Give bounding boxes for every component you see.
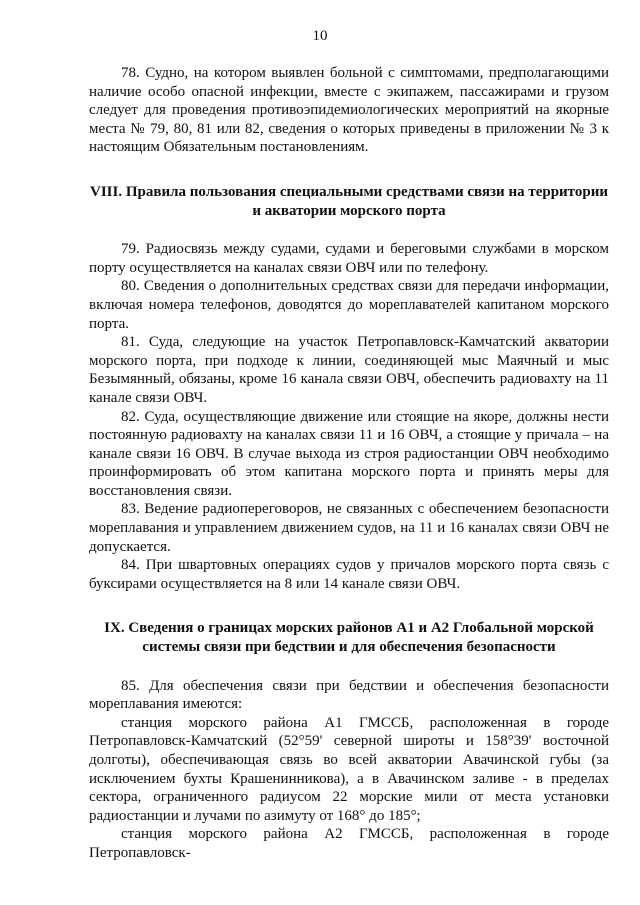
paragraph-85-station-a2: станция морского района А2 ГМССБ, расположенная в городе Петропавловск- <box>89 826 609 861</box>
page-number: 10 <box>312 28 328 44</box>
document-body <box>89 64 609 863</box>
section-9-heading: IX. Сведения о границах морских районов А1 и А2 Глобальной морской системы связи при бедствии и для обеспечения безопасности <box>104 620 594 656</box>
paragraph-82: 82. Суда, осуществляющие движение или стоящие на якоре, должны нести постоянную радиовахту на каналах связи 11 и 16 ОВЧ, а стоящие у причала – на канале связи 16 ОВЧ. В случае выхода из строя радиостанции ОВЧ необходимо проинформировать об этом капитана морского порта и принять меры для восстановления связи. <box>89 408 609 499</box>
paragraph-78: 78. Судно, на котором выявлен больной с симптомами, предполагающими наличие особо опасной инфекции, вместе с экипажем, пассажирами и грузом следует для проведения противоэпидемиологических мероприятий на якорные места № 79, 80, 81 или 82, сведения о которых приведены в приложении № 3 к настоящим Обязательным постановлениям. <box>89 65 609 156</box>
paragraph-79: 79. Радиосвязь между судами, судами и береговыми службами в морском порту осуществляется на каналах связи ОВЧ или по телефону. <box>89 241 609 276</box>
section-8-heading: VIII. Правила пользования специальными средствами связи на территории и акватории морского порта <box>90 183 608 219</box>
paragraph-80: 80. Сведения о дополнительных средствах связи для передачи информации, включая номера телефонов, доводятся до мореплавателей капитаном морского порта. <box>89 278 609 332</box>
paragraph-81: 81. Суда, следующие на участок Петропавловск-Камчатский акватории морского порта, при подходе к линии, соединяющей мыс Маячный и мыс Безымянный, обязаны, кроме 16 канала связи ОВЧ, обеспечить радиовахту на 11 канале связи ОВЧ. <box>89 334 609 406</box>
paragraph-84: 84. При швартовных операциях судов у причалов морского порта связь с буксирами осуществляется на 8 или 14 канале связи ОВЧ. <box>89 557 609 592</box>
paragraph-85: 85. Для обеспечения связи при бедствии и обеспечения безопасности мореплавания имеются: <box>89 677 609 713</box>
paragraph-85-station-a1: станция морского района А1 ГМССБ, расположенная в городе Петропавловск-Камчатский (52°59' северной широты и 158°39' восточной долготы), обеспечивающая связь во всей акватории Авачинской губы (за исключением бухты Крашенинникова), а в Авачинском заливе - в пределах сектора, ограниченного радиусом 22 морские мили от места установки радиостанции и лучами по азимуту от 168° до 185°; <box>89 714 609 824</box>
paragraph-83: 83. Ведение радиопереговоров, не связанных с обеспечением безопасности мореплавания и управлением движением судов, на 11 и 16 каналах связи ОВЧ не допускается. <box>89 501 609 555</box>
